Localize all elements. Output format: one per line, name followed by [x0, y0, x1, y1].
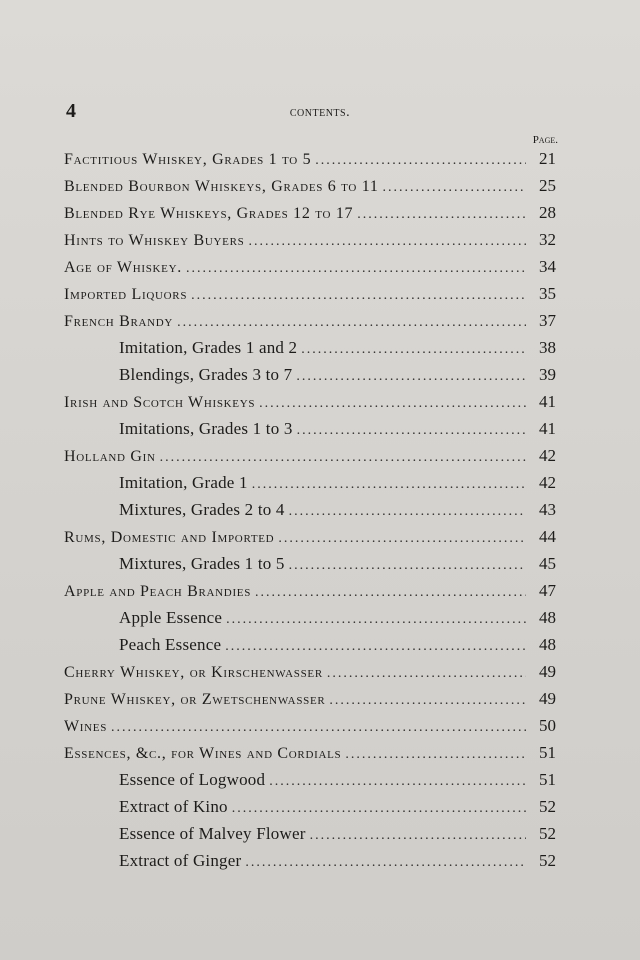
dot-leader — [245, 855, 526, 871]
toc-entry-page: 42 — [539, 473, 556, 492]
dot-leader — [296, 369, 526, 385]
toc-entry-page: 39 — [539, 365, 556, 384]
toc-entry — [64, 820, 560, 847]
toc-entry — [64, 388, 560, 415]
page-number: 4 — [66, 100, 76, 122]
toc-entry-page: 52 — [539, 797, 556, 816]
toc-entry-title: Prune Whiskey, or Zwetschenwasser — [64, 691, 326, 708]
toc-entry-title: Rums, Domestic and Imported — [64, 529, 275, 546]
toc-entry-title: Age of Whiskey. — [64, 259, 182, 276]
toc-entry-title: Blended Bourbon Whiskeys, Grades 6 to 11 — [64, 178, 379, 195]
toc-entry — [64, 658, 560, 685]
toc-entry — [64, 685, 560, 712]
dot-leader — [186, 261, 526, 277]
toc-entry — [64, 172, 560, 199]
toc-entry-page: 43 — [539, 500, 556, 519]
toc-entry-title: Cherry Whiskey, or Kirschenwasser — [64, 664, 323, 681]
dot-leader — [226, 612, 526, 628]
toc-entry-title: Apple and Peach Brandies — [64, 583, 252, 600]
dot-leader — [278, 531, 526, 547]
table-of-contents — [64, 145, 560, 874]
toc-entry-page: 45 — [539, 554, 556, 573]
dot-leader — [329, 693, 526, 709]
dot-leader — [252, 477, 526, 493]
dot-leader — [383, 180, 526, 196]
toc-entry-page: 50 — [539, 716, 556, 735]
toc-entry-page: 51 — [539, 770, 556, 789]
toc-entry-page: 52 — [539, 851, 556, 870]
toc-entry-title: Factitious Whiskey, Grades 1 to 5 — [64, 151, 312, 168]
toc-entry — [64, 739, 560, 766]
toc-entry-page: 37 — [539, 311, 556, 330]
dot-leader — [327, 666, 526, 682]
toc-entry — [64, 226, 560, 253]
toc-entry — [64, 469, 560, 496]
dot-leader — [248, 234, 526, 250]
toc-entry-page: 35 — [539, 284, 556, 303]
toc-entry — [64, 766, 560, 793]
toc-entry-page: 21 — [539, 149, 556, 168]
toc-entry-title: Imported Liquors — [64, 286, 188, 303]
toc-entry-title: Hints to Whiskey Buyers — [64, 232, 245, 249]
toc-entry-page: 48 — [539, 608, 556, 627]
toc-entry — [64, 604, 560, 631]
toc-entry — [64, 550, 560, 577]
toc-entry-title: Essence of Logwood — [119, 770, 266, 789]
toc-entry — [64, 145, 560, 172]
toc-entry-title: Mixtures, Grades 1 to 5 — [119, 554, 285, 573]
toc-entry-page: 34 — [539, 257, 556, 276]
toc-entry — [64, 577, 560, 604]
toc-entry-title: Essences, &c., for Wines and Cordials — [64, 745, 342, 762]
toc-entry-page: 49 — [539, 662, 556, 681]
toc-entry-title: Extract of Ginger — [119, 851, 242, 870]
toc-entry-page: 25 — [539, 176, 556, 195]
toc-entry-title: Blendings, Grades 3 to 7 — [119, 365, 293, 384]
toc-entry-page: 51 — [539, 743, 556, 762]
dot-leader — [289, 504, 526, 520]
dot-leader — [345, 747, 526, 763]
dot-leader — [111, 720, 526, 736]
toc-entry-title: Imitation, Grades 1 and 2 — [119, 338, 298, 357]
toc-entry — [64, 631, 560, 658]
dot-leader — [289, 558, 526, 574]
dot-leader — [259, 396, 526, 412]
toc-entry-title: Irish and Scotch Whiskeys — [64, 394, 256, 411]
toc-entry-title: Peach Essence — [119, 635, 222, 654]
dot-leader — [255, 585, 526, 601]
toc-entry — [64, 523, 560, 550]
toc-entry-page: 41 — [539, 419, 556, 438]
toc-entry-title: Blended Rye Whiskeys, Grades 12 to 17 — [64, 205, 354, 222]
toc-entry-page: 28 — [539, 203, 556, 222]
toc-entry — [64, 280, 560, 307]
dot-leader — [315, 153, 526, 169]
toc-entry-page: 41 — [539, 392, 556, 411]
toc-entry — [64, 199, 560, 226]
toc-entry-page: 32 — [539, 230, 556, 249]
toc-entry-page: 38 — [539, 338, 556, 357]
toc-entry — [64, 712, 560, 739]
toc-entry — [64, 361, 560, 388]
toc-entry-page: 49 — [539, 689, 556, 708]
page-column-label: Page. — [532, 134, 558, 146]
toc-entry — [64, 415, 560, 442]
dot-leader — [310, 828, 526, 844]
toc-entry-title: Extract of Kino — [119, 797, 228, 816]
toc-entry-page: 48 — [539, 635, 556, 654]
toc-entry-page: 42 — [539, 446, 556, 465]
toc-entry-title: Wines — [64, 718, 108, 735]
page-title: contents. — [289, 105, 351, 120]
dot-leader — [297, 423, 526, 439]
toc-entry — [64, 307, 560, 334]
toc-entry-title: Imitation, Grade 1 — [119, 473, 248, 492]
toc-entry-title: Essence of Malvey Flower — [119, 824, 306, 843]
dot-leader — [177, 315, 526, 331]
toc-entry-page: 44 — [539, 527, 556, 546]
toc-entry-page: 52 — [539, 824, 556, 843]
dot-leader — [225, 639, 526, 655]
toc-entry — [64, 847, 560, 874]
dot-leader — [357, 207, 526, 223]
toc-entry-page: 47 — [539, 581, 556, 600]
toc-entry-title: Mixtures, Grades 2 to 4 — [119, 500, 285, 519]
toc-entry — [64, 334, 560, 361]
toc-entry — [64, 442, 560, 469]
toc-entry-title: Imitations, Grades 1 to 3 — [119, 419, 293, 438]
dot-leader — [191, 288, 526, 304]
dot-leader — [232, 801, 526, 817]
dot-leader — [301, 342, 526, 358]
toc-entry — [64, 793, 560, 820]
toc-entry-title: Apple Essence — [119, 608, 223, 627]
dot-leader — [269, 774, 526, 790]
toc-entry — [64, 496, 560, 523]
dot-leader — [160, 450, 526, 466]
toc-entry-title: Holland Gin — [64, 448, 156, 465]
toc-entry-title: French Brandy — [64, 313, 174, 330]
toc-entry — [64, 253, 560, 280]
